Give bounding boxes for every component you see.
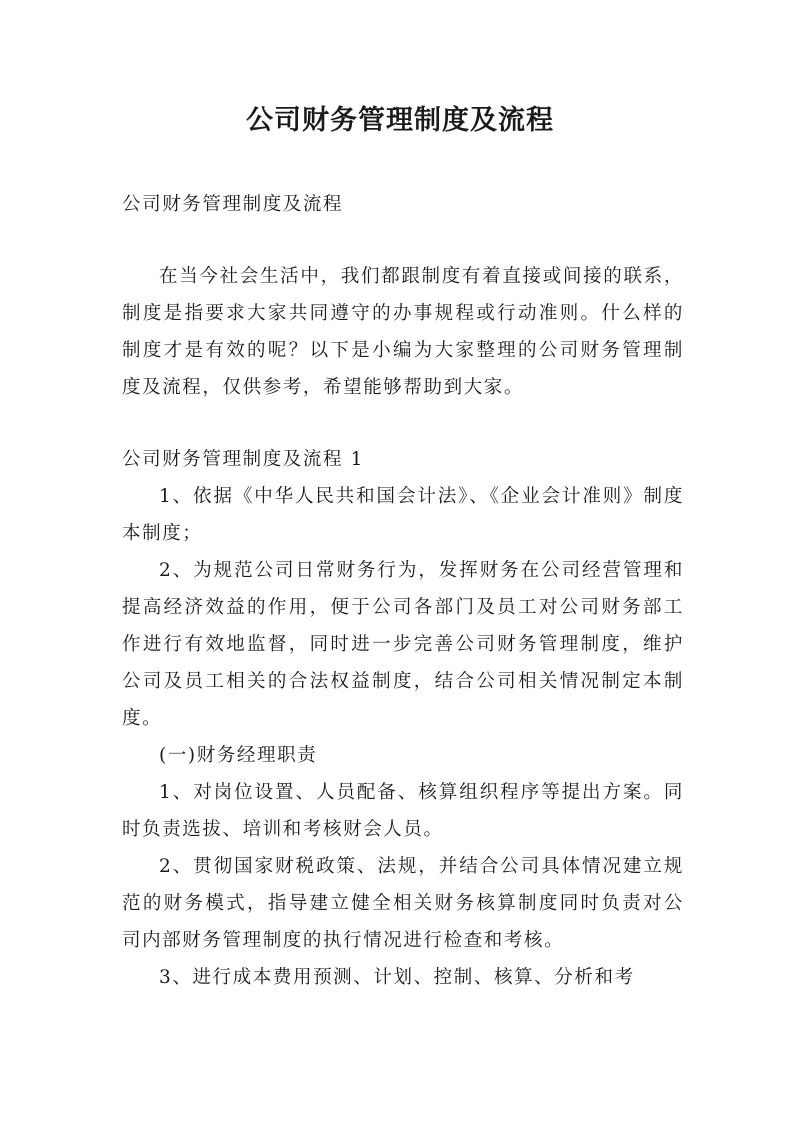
paragraph-item: 2、贯彻国家财税政策、法规，并结合公司具体情况建立规范的财务模式，指导建立健全相关财务核算制度同时负责对公司内部财务管理制度的执行情况进行检查和考核。 [122, 856, 684, 951]
paragraph-item: 1、对岗位设置、人员配备、核算组织程序等提出方案。同时负责选拔、培训和考核财会人员。 [122, 782, 684, 840]
paragraph-item: 3、进行成本费用预测、计划、控制、核算、分析和考 [159, 967, 635, 988]
subsection-heading: (一)财务经理职责 [159, 745, 318, 766]
document-title: 公司财务管理制度及流程 [246, 105, 554, 136]
paragraph-item: 1、依据《中华人民共和国会计法》、《企业会计准则》制度本制度； [122, 486, 684, 544]
paragraph-item: 2、为规范公司日常财务行为，发挥财务在公司经营管理和提高经济效益的作用，便于公司各部门及员工对公司财务部工作进行有效地监督，同时进一步完善公司财务管理制度，维护公司及员工相关的合法权益制度，结合公司相关情况制定本制度。 [122, 560, 684, 729]
section-heading: 公司财务管理制度及流程 1 [122, 449, 364, 470]
document-subtitle: 公司财务管理制度及流程 [122, 194, 344, 215]
intro-paragraph: 在当今社会生活中，我们都跟制度有着直接或间接的联系，制度是指要求大家共同遵守的办事规程或行动准则。什么样的制度才是有效的呢？以下是小编为大家整理的公司财务管理制度及流程，仅供参考，希望能够帮助到大家。 [122, 266, 684, 398]
document-body [122, 186, 684, 996]
